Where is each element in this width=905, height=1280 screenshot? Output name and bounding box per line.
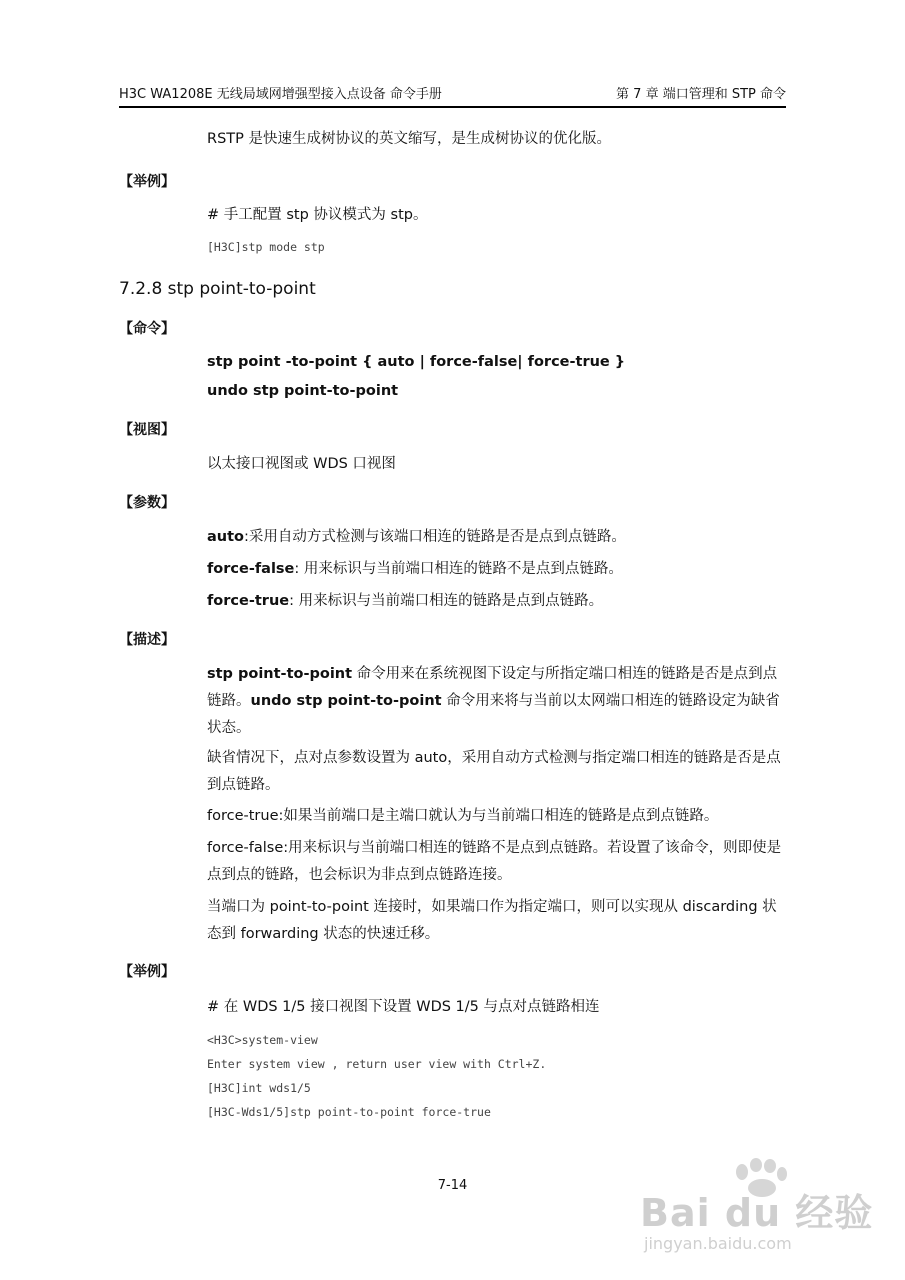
page-header bbox=[119, 84, 786, 108]
baidu-watermark bbox=[640, 1150, 874, 1260]
example2-label: 【举例】 bbox=[119, 964, 175, 980]
desc-paragraph-4: force-false:用来标识与当前端口相连的链路不是点到点链路。若设置了该命令，则即使是点到点的链路，也会标识为非点到点链路连接。 bbox=[207, 840, 782, 883]
desc-cmd-2: undo stp point-to-point bbox=[250, 693, 442, 709]
param-force-true bbox=[207, 591, 603, 611]
watermark-brand: Bai du 经验 bbox=[640, 1191, 874, 1235]
desc-paragraph-3: force-true:如果当前端口是主端口就认为与当前端口相连的链路是点到点链路。 bbox=[207, 808, 719, 824]
desc-paragraph-2: 缺省情况下，点对点参数设置为 auto，采用自动方式检测与指定端口相连的链路是否是点到点链路。 bbox=[207, 750, 781, 793]
example2-code-line: <H3C>system-view bbox=[207, 1033, 318, 1047]
example2-code-line: [H3C]int wds1/5 bbox=[207, 1081, 311, 1095]
section-title: 7.2.8 stp point-to-point bbox=[119, 279, 316, 299]
intro-rstp: RSTP 是快速生成树协议的英文缩写，是生成树协议的优化版。 bbox=[207, 131, 611, 147]
desc-text-2: 命令用来将与当前以太网端口相连的链路设定为缺省状态。 bbox=[207, 693, 780, 736]
param-desc: : 用来标识与当前端口相连的链路是点到点链路。 bbox=[289, 593, 604, 609]
header-right: 第 7 章 端口管理和 STP 命令 bbox=[616, 87, 786, 102]
param-name: force-false bbox=[207, 561, 295, 577]
example2-comment: # 在 WDS 1/5 接口视图下设置 WDS 1/5 与点对点链路相连 bbox=[207, 999, 600, 1015]
view-label: 【视图】 bbox=[119, 422, 175, 438]
example2-code-line: [H3C-Wds1/5]stp point-to-point force-true bbox=[207, 1105, 491, 1119]
example1-label: 【举例】 bbox=[119, 174, 175, 190]
param-name: force-true bbox=[207, 593, 290, 609]
command-line-1: stp point -to-point { auto | force-false| force-true } bbox=[207, 354, 626, 370]
param-name: auto bbox=[207, 529, 245, 545]
command-line-2: undo stp point-to-point bbox=[207, 383, 399, 399]
desc-cmd-1: stp point-to-point bbox=[207, 666, 353, 682]
example2-code-line: Enter system view , return user view with Ctrl+Z. bbox=[207, 1057, 547, 1071]
param-force-false bbox=[207, 559, 623, 579]
desc-text-1: 命令用来在系统视图下设定与所指定端口相连的链路是否是点到点链路。 bbox=[207, 666, 778, 709]
header-left: H3C WA1208E 无线局域网增强型接入点设备 命令手册 bbox=[119, 87, 442, 102]
param-desc: : 用来标识与当前端口相连的链路不是点到点链路。 bbox=[294, 561, 623, 577]
param-auto bbox=[207, 527, 626, 547]
desc-label: 【描述】 bbox=[119, 632, 175, 648]
example1-comment: # 手工配置 stp 协议模式为 stp。 bbox=[207, 207, 428, 223]
params-label: 【参数】 bbox=[119, 495, 175, 511]
desc-paragraph-1 bbox=[207, 661, 785, 742]
param-desc: :采用自动方式检测与该端口相连的链路是否是点到点链路。 bbox=[244, 529, 626, 545]
page-number: 7-14 bbox=[437, 1178, 468, 1193]
desc-paragraph-5: 当端口为 point-to-point 连接时，如果端口作为指定端口，则可以实现从 discarding 状态到 forwarding 状态的快速迁移。 bbox=[207, 899, 777, 942]
example1-code: [H3C]stp mode stp bbox=[207, 240, 325, 254]
command-label: 【命令】 bbox=[119, 321, 175, 337]
watermark-url: jingyan.baidu.com bbox=[644, 1234, 792, 1253]
view-text: 以太接口视图或 WDS 口视图 bbox=[207, 456, 396, 472]
